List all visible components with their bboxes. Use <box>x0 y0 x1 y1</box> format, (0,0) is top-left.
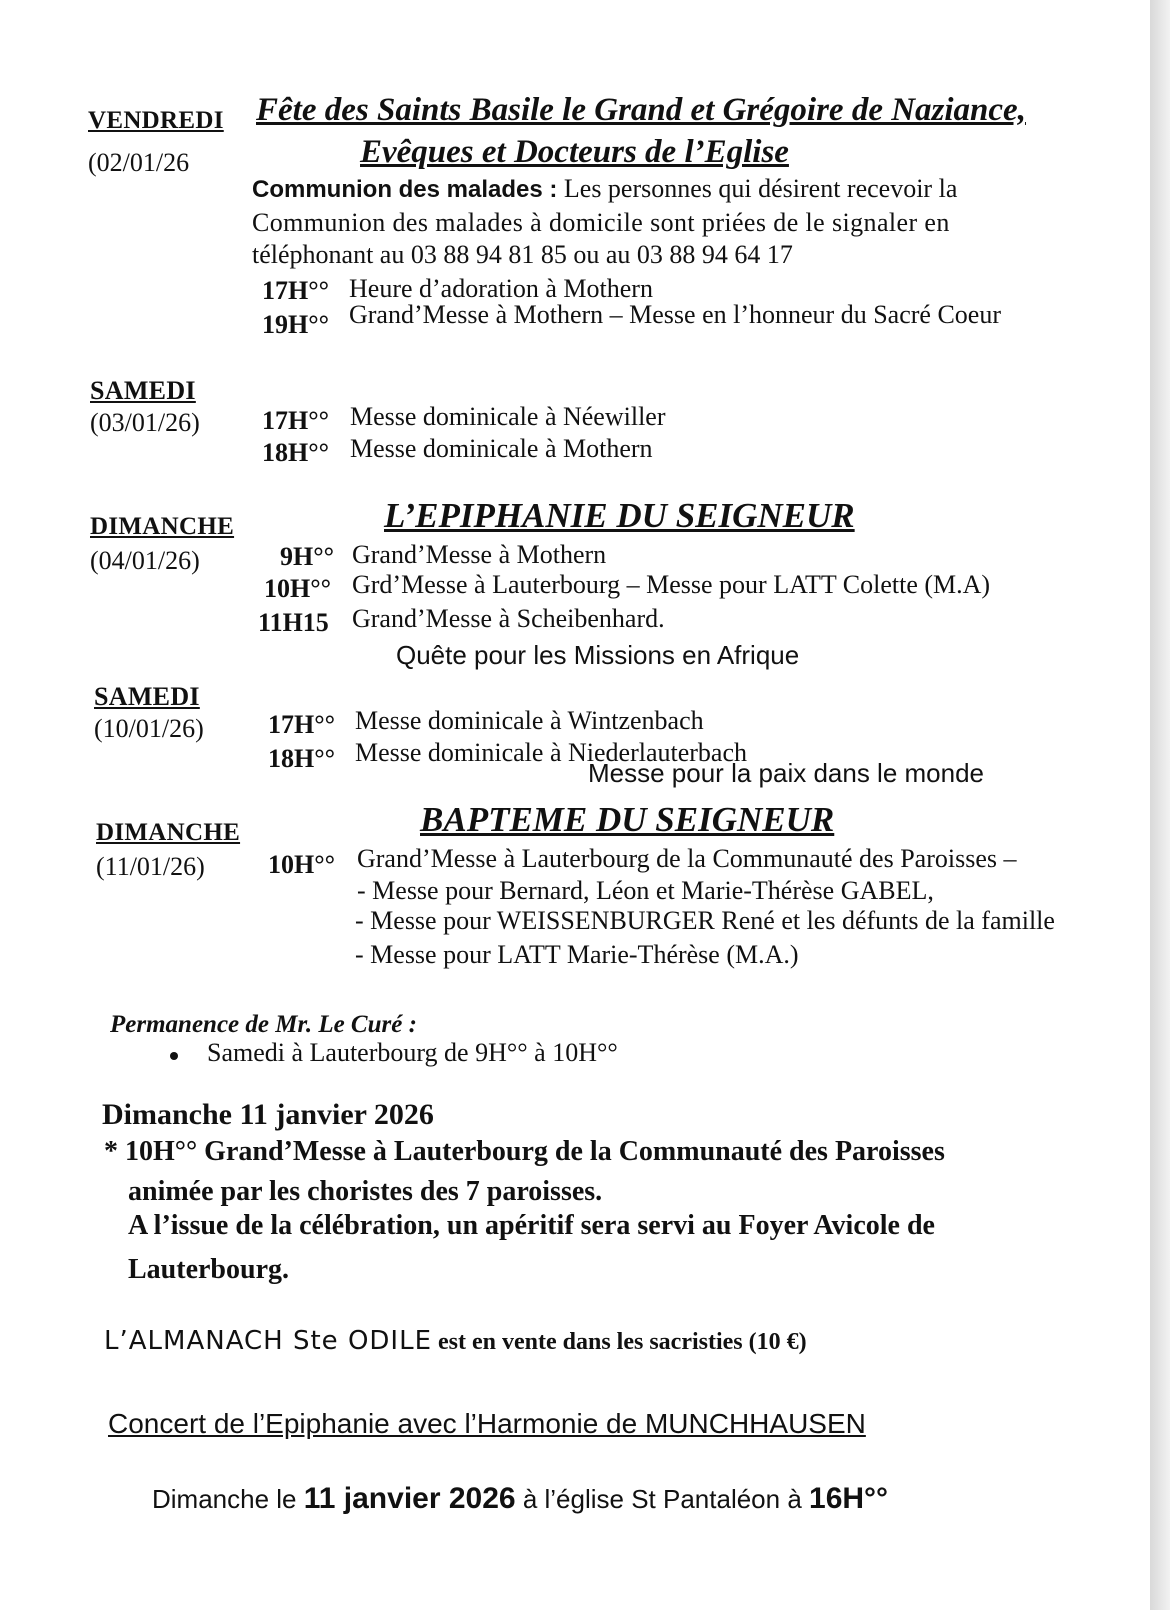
event-text: Grd’Messe à Lauterbourg – Messe pour LATT Colette (M.A) <box>352 570 991 599</box>
concert-prefix: Dimanche le <box>152 1484 304 1514</box>
event-text: Grand’Messe à Mothern <box>352 540 607 569</box>
permanence-title: Permanence de Mr. Le Curé : <box>110 1011 417 1038</box>
day-sunday: DIMANCHE <box>96 819 241 846</box>
event-text: Grand’Messe à Lauterbourg de la Communauté des Paroisses – <box>357 844 1017 873</box>
communion-line3: téléphonant au 03 88 94 81 85 ou au 03 88 94 64 17 <box>252 240 793 269</box>
date-sunday: (11/01/26) <box>96 852 205 881</box>
concert-time: 16H°° <box>809 1482 889 1515</box>
date-friday: (02/01/26 <box>88 148 190 177</box>
announcement-line4: Lauterbourg. <box>128 1254 289 1285</box>
event-text: - Messe pour WEISSENBURGER René et les défunts de la famille <box>355 906 1055 935</box>
permanence-item: Samedi à Lauterbourg de 9H°° à 10H°° <box>207 1038 618 1067</box>
date-saturday: (03/01/26) <box>90 408 200 437</box>
mass-intention-note: Messe pour la paix dans le monde <box>588 758 985 788</box>
announcement-line2: animée par les choristes des 7 paroisses. <box>128 1176 603 1207</box>
event-text: Messe dominicale à Néewiller <box>350 402 666 431</box>
almanach-label: L’ALMANACH Ste ODILE <box>104 1326 433 1356</box>
event-text: Messe dominicale à Wintzenbach <box>355 706 704 735</box>
concert-location: à l’église St Pantaléon à <box>515 1484 810 1514</box>
feast-title: BAPTEME DU SEIGNEUR <box>420 800 835 839</box>
date-sunday: (04/01/26) <box>90 546 200 575</box>
event-time: 9H°° <box>280 542 335 571</box>
day-friday: VENDREDI <box>88 107 224 134</box>
concert-details <box>152 1484 888 1514</box>
bullet-icon <box>170 1052 178 1060</box>
communion-line2: Communion des malades à domicile sont priées de le signaler en <box>252 208 950 237</box>
feast-title-line1: Fête des Saints Basile le Grand et Grégoire de Naziance, <box>256 92 1026 128</box>
day-sunday: DIMANCHE <box>90 513 235 540</box>
announcement-line1: * 10H°° Grand’Messe à Lauterbourg de la Communauté des Paroisses <box>104 1136 945 1167</box>
event-text: Grand’Messe à Mothern – Messe en l’honneur du Sacré Coeur <box>349 300 1001 329</box>
event-time: 10H°° <box>264 574 332 603</box>
communion-text1: Les personnes qui désirent recevoir la <box>557 174 958 203</box>
event-text: Messe dominicale à Niederlauterbach <box>355 738 747 767</box>
communion-line1 <box>252 176 957 202</box>
event-text: - Messe pour LATT Marie-Thérèse (M.A.) <box>355 940 799 969</box>
collection-note: Quête pour les Missions en Afrique <box>396 640 800 670</box>
event-text: - Messe pour Bernard, Léon et Marie-Thérèse GABEL, <box>357 876 934 905</box>
event-text: Heure d’adoration à Mothern <box>349 274 653 303</box>
event-text: Messe dominicale à Mothern <box>350 434 653 463</box>
event-time: 10H°° <box>268 850 336 879</box>
concert-title: Concert de l’Epiphanie avec l’Harmonie de MUNCHHAUSEN <box>108 1408 866 1439</box>
event-time: 18H°° <box>262 438 330 467</box>
announcement-line3: A l’issue de la célébration, un apéritif sera servi au Foyer Avicole de <box>128 1210 935 1241</box>
day-saturday: SAMEDI <box>90 376 196 405</box>
event-time: 19H°° <box>262 310 330 339</box>
event-text: Grand’Messe à Scheibenhard. <box>352 604 665 633</box>
announcement-heading: Dimanche 11 janvier 2026 <box>102 1098 434 1131</box>
concert-date: 11 janvier 2026 <box>303 1482 516 1515</box>
day-saturday: SAMEDI <box>94 682 200 711</box>
event-time: 11H15 <box>258 608 329 637</box>
feast-title-line2: Evêques et Docteurs de l’Eglise <box>360 134 789 170</box>
event-time: 17H°° <box>268 710 336 739</box>
almanach-text: est en vente dans les sacristies (10 €) <box>432 1329 807 1355</box>
event-time: 18H°° <box>268 744 336 773</box>
event-time: 17H°° <box>262 276 330 305</box>
feast-title: L’EPIPHANIE DU SEIGNEUR <box>384 496 855 535</box>
date-saturday: (10/01/26) <box>94 714 204 743</box>
page-edge <box>1150 0 1170 1610</box>
communion-label: Communion des malades : <box>252 176 558 203</box>
event-time: 17H°° <box>262 406 330 435</box>
almanach-line <box>104 1328 807 1354</box>
